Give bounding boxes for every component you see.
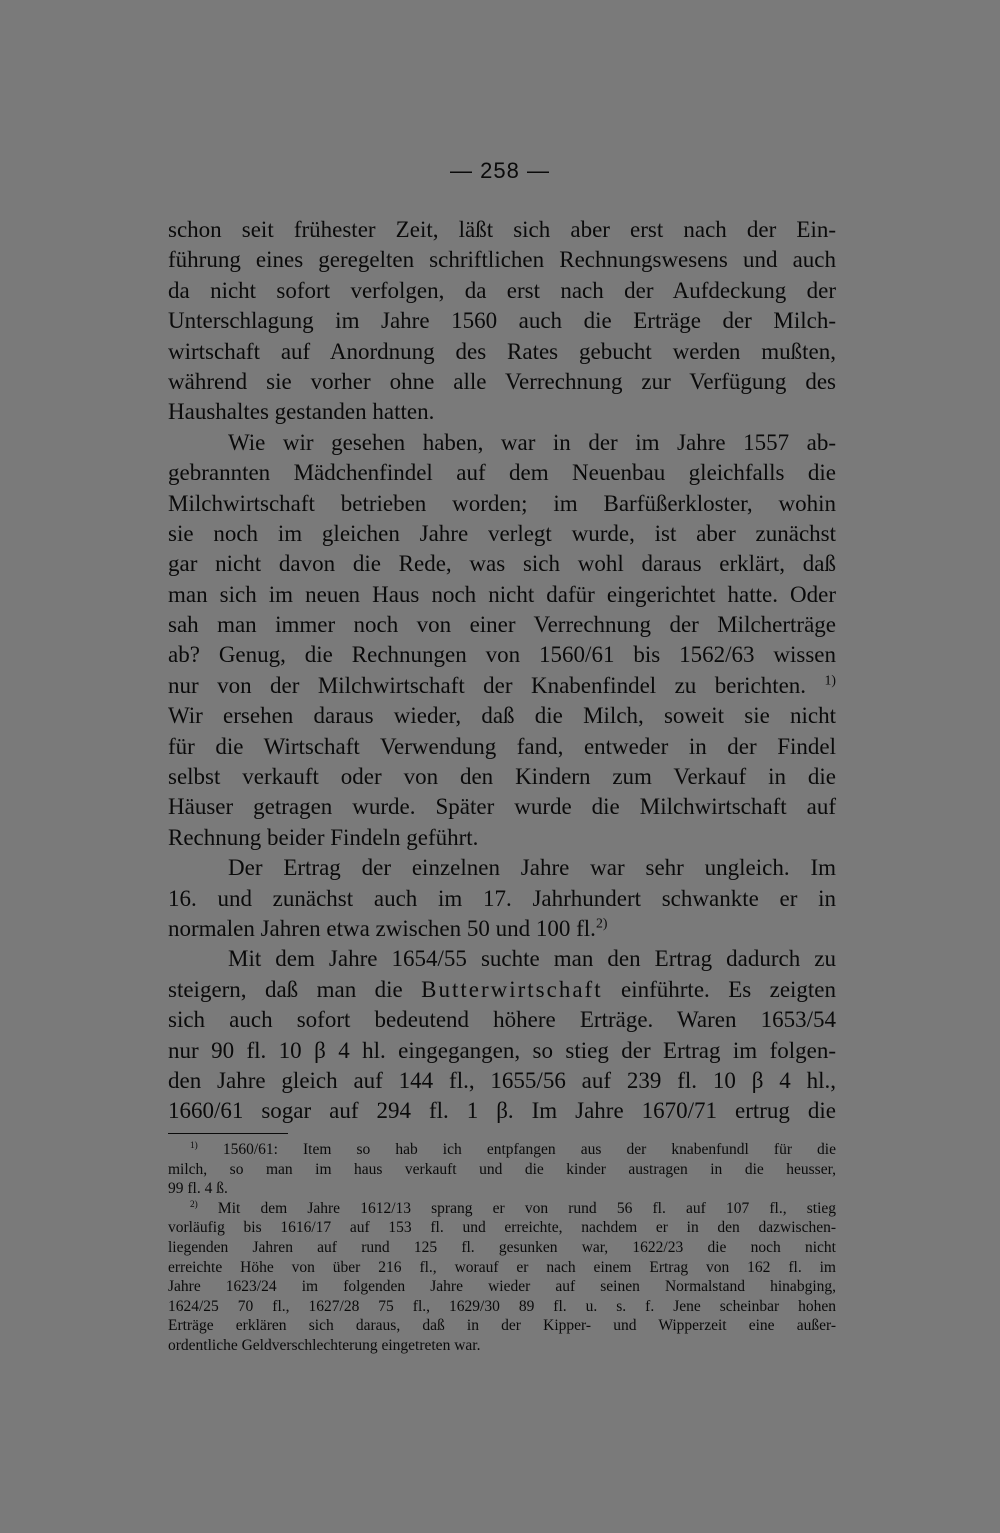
text-line: selbst verkauft oder von den Kindern zum Verkauf in die — [168, 764, 836, 790]
text-line: Mit dem Jahre 1654/55 suchte man den Ertrag dadurch zu — [228, 946, 836, 972]
text-segment: nur von der Milchwirtschaft der Knabenfindel zu berichten. — [168, 672, 807, 698]
text-line: sie noch im gleichen Jahre verlegt wurde, ist aber zunächst — [168, 520, 836, 546]
text-line: sah man immer noch von einer Verrechnung der Milcherträge — [168, 612, 836, 638]
text-line: sich auch sofort bedeutend höhere Erträge. Waren 1653/54 — [168, 1007, 836, 1033]
text-line: gebrannten Mädchenfindel auf dem Neuenbau gleichfalls die — [168, 460, 836, 486]
text-line — [168, 671, 836, 701]
text-line: wirtschaft auf Anordnung des Rates gebucht werden mußten, — [168, 338, 836, 364]
text-line: gar nicht davon die Rede, was sich wohl daraus erklärt, daß — [168, 551, 836, 577]
footnote-line: liegenden Jahren auf rund 125 fl. gesunken war, 1622/23 die noch nicht — [168, 1238, 836, 1256]
body-text — [168, 215, 836, 1127]
text-line: Milchwirtschaft betrieben worden; im Barfüßerkloster, wohin — [168, 490, 836, 516]
footnote-line: vorläufig bis 1616/17 auf 153 fl. und erreichte, nachdem er in den dazwischen- — [168, 1219, 836, 1237]
footnote-line: 99 fl. 4 ß. — [168, 1180, 228, 1198]
footnote-line: milch, so man im haus verkauft und die kinder austragen in die heusser, — [168, 1160, 836, 1178]
text-line: nur 90 fl. 10 β 4 hl. eingegangen, so stieg der Ertrag im folgen- — [168, 1037, 836, 1063]
text-line: Wir ersehen daraus wieder, daß die Milch, soweit sie nicht — [168, 703, 836, 729]
footnote-divider — [168, 1133, 288, 1134]
text-segment: normalen Jahren etwa zwischen 50 und 100 fl. — [168, 915, 596, 941]
footnote-line: Jahre 1623/24 im folgenden Jahre wieder auf seinen Normalstand hinabging, — [168, 1278, 836, 1296]
footnote-line: ordentliche Geldverschlechterung eingetreten war. — [168, 1336, 481, 1354]
page-number: — 258 — — [450, 158, 550, 183]
spaced-term: Butterwirtschaft — [421, 976, 603, 1002]
text-line: Rechnung beider Findeln geführt. — [168, 824, 479, 850]
text-line: 1660/61 sogar auf 294 fl. 1 β. Im Jahre 1670/71 ertrug die — [168, 1098, 836, 1124]
text-line: den Jahre gleich auf 144 fl., 1655/56 auf 239 fl. 10 β 4 hl., — [168, 1067, 836, 1093]
text-line: man sich im neuen Haus noch nicht dafür eingerichtet hatte. Oder — [168, 581, 836, 607]
text-line: für die Wirtschaft Verwendung fand, entweder in der Findel — [168, 733, 836, 759]
text-segment: einführte. Es zeigten — [621, 976, 837, 1002]
footnote-ref: 1) — [824, 672, 836, 688]
footnote-mark: 2) — [190, 1199, 198, 1210]
text-line: da nicht sofort verfolgen, da erst nach der Aufdeckung der — [168, 277, 836, 303]
footnotes — [168, 1140, 836, 1356]
text-line: während sie vorher ohne alle Verrechnung zur Verfügung des — [168, 368, 836, 394]
footnote-line — [168, 1140, 836, 1160]
footnote-mark: 1) — [190, 1140, 198, 1151]
text-line: führung eines geregelten schriftlichen Rechnungswesens und auch — [168, 247, 836, 273]
text-line: Der Ertrag der einzelnen Jahre war sehr ungleich. Im — [228, 855, 836, 881]
text-segment: 1560/61: Item so hab ich entpfangen aus der knabenfundl für die — [222, 1141, 836, 1158]
text-line: Wie wir gesehen haben, war in der im Jahre 1557 ab- — [228, 429, 836, 455]
text-line: schon seit frühester Zeit, läßt sich aber erst nach der Ein- — [168, 217, 836, 242]
text-line: Haushaltes gestanden hatten. — [168, 399, 435, 425]
footnote-line: Erträge erklären sich daraus, daß in der Kipper- und Wipperzeit eine außer- — [168, 1317, 836, 1335]
text-line: Häuser getragen wurde. Später wurde die Milchwirtschaft auf — [168, 794, 836, 820]
text-line: Unterschlagung im Jahre 1560 auch die Erträge der Milch- — [168, 308, 836, 334]
footnote-ref: 2) — [595, 915, 608, 931]
text-line — [168, 914, 836, 944]
text-line: 16. und zunächst auch im 17. Jahrhundert schwankte er in — [168, 885, 836, 911]
footnote-line: 1624/25 70 fl., 1627/28 75 fl., 1629/30 89 fl. u. s. f. Jene scheinbar hohen — [168, 1297, 836, 1315]
text-segment: steigern, daß man die — [168, 976, 403, 1002]
footnote-line — [168, 1199, 836, 1219]
text-line — [168, 975, 836, 1005]
text-segment: Mit dem Jahre 1612/13 sprang er von rund 56 fl. auf 107 fl., stieg — [217, 1199, 837, 1217]
footnote-line: erreichte Höhe von über 216 fl., worauf er nach einem Ertrag von 162 fl. im — [168, 1258, 836, 1276]
text-line: ab? Genug, die Rechnungen von 1560/61 bis 1562/63 wissen — [168, 642, 836, 668]
